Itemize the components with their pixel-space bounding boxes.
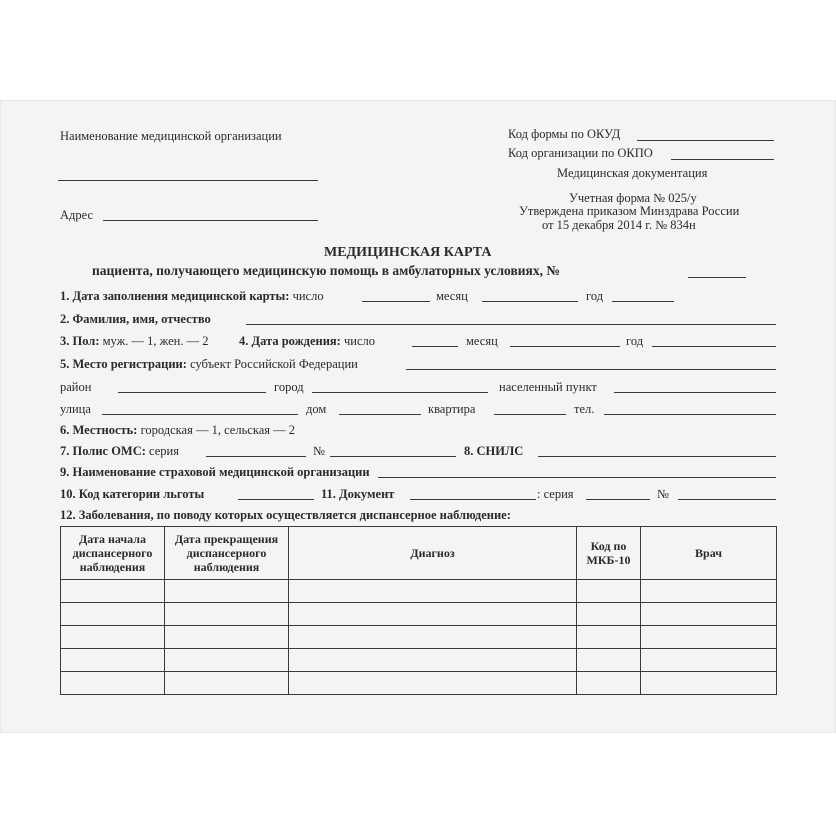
table-cell[interactable] — [165, 580, 289, 603]
field-5-house-label: дом — [306, 402, 327, 416]
field-11-series-label: : серия — [537, 487, 574, 501]
field-5-subject-label: субъект Российской Федерации — [190, 357, 358, 371]
field-1-label: 1. Дата заполнения медицинской карты: — [60, 289, 290, 303]
field-12-label: 12. Заболевания, по поводу которых осуществляется диспансерное наблюдение: — [60, 508, 511, 522]
address-line[interactable] — [103, 220, 318, 221]
field-7-number-line[interactable] — [330, 456, 456, 457]
table-cell[interactable] — [289, 580, 577, 603]
field-1-month-label: месяц — [436, 289, 468, 303]
field-3-label: 3. Пол: — [60, 334, 100, 348]
field-11-number-label: № — [657, 487, 669, 501]
table-row — [61, 649, 777, 672]
table-cell[interactable] — [289, 649, 577, 672]
org-name-label: Наименование медицинской организации — [60, 129, 282, 143]
field-5-phone-line[interactable] — [604, 414, 776, 415]
field-8-label: 8. СНИЛС — [464, 444, 524, 458]
field-5-street-line[interactable] — [102, 414, 298, 415]
field-1-day-line[interactable] — [362, 301, 430, 302]
field-4-month-label: месяц — [466, 334, 498, 348]
table-row — [61, 626, 777, 649]
table-cell[interactable] — [641, 603, 777, 626]
table-cell[interactable] — [61, 649, 165, 672]
col-doctor: Врач — [641, 527, 777, 580]
table-cell[interactable] — [289, 603, 577, 626]
field-7-number-label: № — [313, 444, 325, 458]
table-cell[interactable] — [577, 649, 641, 672]
okud-line[interactable] — [637, 140, 774, 141]
page-title: МЕДИЦИНСКАЯ КАРТА — [324, 245, 492, 260]
field-10-label: 10. Код категории льготы — [60, 487, 205, 501]
col-diagnosis: Диагноз — [289, 527, 577, 580]
field-11-label: 11. Документ — [321, 487, 395, 501]
field-5-city-label: город — [274, 380, 304, 394]
card-number-line[interactable] — [688, 277, 746, 278]
field-4-year-label: год — [626, 334, 644, 348]
form-sheet — [0, 100, 836, 733]
field-5-subject-line[interactable] — [406, 369, 776, 370]
field-11-line[interactable] — [410, 499, 536, 500]
table-cell[interactable] — [577, 672, 641, 695]
page-subtitle: пациента, получающего медицинскую помощь в амбулаторных условиях, № — [92, 263, 560, 278]
table-cell[interactable] — [641, 580, 777, 603]
okpo-line[interactable] — [671, 159, 774, 160]
field-1-day-label: число — [292, 289, 324, 303]
field-3 — [60, 334, 208, 349]
col-start-date: Дата начала диспансерного наблюдения — [61, 527, 165, 580]
field-4-day-label: число — [343, 334, 375, 348]
table-cell[interactable] — [61, 626, 165, 649]
table-row — [61, 603, 777, 626]
field-9-line[interactable] — [378, 477, 776, 478]
table-cell[interactable] — [577, 626, 641, 649]
table-row — [61, 672, 777, 695]
table-row — [61, 580, 777, 603]
field-11-series-line[interactable] — [586, 499, 650, 500]
field-4-day-line[interactable] — [412, 346, 458, 347]
field-1-year-label: год — [586, 289, 604, 303]
table-cell[interactable] — [577, 580, 641, 603]
okpo-label: Код организации по ОКПО — [508, 146, 653, 160]
field-5-phone-label: тел. — [574, 402, 595, 416]
field-5-apartment-label: квартира — [428, 402, 476, 416]
okud-label: Код формы по ОКУД — [508, 127, 621, 141]
field-10-line[interactable] — [238, 499, 314, 500]
field-1 — [60, 289, 324, 304]
field-5-district-label: район — [60, 380, 92, 394]
field-5 — [60, 357, 358, 372]
table-cell[interactable] — [641, 649, 777, 672]
field-1-month-line[interactable] — [482, 301, 578, 302]
table-cell[interactable] — [289, 672, 577, 695]
field-4-label: 4. Дата рождения: — [239, 334, 341, 348]
field-7-series-line[interactable] — [206, 456, 306, 457]
field-8-line[interactable] — [538, 456, 776, 457]
field-5-locality-line[interactable] — [614, 392, 776, 393]
field-5-house-line[interactable] — [339, 414, 421, 415]
field-9-label: 9. Наименование страховой медицинской организации — [60, 465, 370, 479]
doc-type: Медицинская документация — [557, 166, 708, 180]
field-5-apartment-line[interactable] — [494, 414, 566, 415]
table-cell[interactable] — [165, 649, 289, 672]
address-label: Адрес — [60, 208, 94, 222]
table-cell[interactable] — [577, 603, 641, 626]
field-5-label: 5. Место регистрации: — [60, 357, 187, 371]
table-header-row — [61, 527, 777, 580]
field-11-number-line[interactable] — [678, 499, 776, 500]
table-cell[interactable] — [61, 603, 165, 626]
table-cell[interactable] — [61, 672, 165, 695]
field-7-series-label: серия — [149, 444, 179, 458]
field-5-district-line[interactable] — [118, 392, 266, 393]
form-number: Учетная форма № 025/у — [569, 191, 697, 205]
table-cell[interactable] — [165, 603, 289, 626]
dispensary-table — [60, 526, 777, 695]
approval-line2: от 15 декабря 2014 г. № 834н — [542, 218, 696, 232]
field-2-line[interactable] — [246, 324, 776, 325]
field-4 — [239, 334, 375, 349]
field-5-city-line[interactable] — [312, 392, 488, 393]
field-5-locality-label: населенный пункт — [499, 380, 597, 394]
field-4-month-line[interactable] — [510, 346, 620, 347]
field-6 — [60, 423, 295, 438]
col-icd-code: Код по МКБ-10 — [577, 527, 641, 580]
field-7-label: 7. Полис ОМС: — [60, 444, 146, 458]
table-cell[interactable] — [641, 626, 777, 649]
table-cell[interactable] — [165, 626, 289, 649]
field-1-year-line[interactable] — [612, 301, 674, 302]
table-cell[interactable] — [641, 672, 777, 695]
field-7 — [60, 444, 179, 459]
org-name-line[interactable] — [58, 180, 318, 181]
field-4-year-line[interactable] — [652, 346, 776, 347]
table-cell[interactable] — [289, 626, 577, 649]
col-end-date: Дата прекращения диспансерного наблюдения — [165, 527, 289, 580]
field-2-label: 2. Фамилия, имя, отчество — [60, 312, 211, 326]
approval-line1: Утверждена приказом Минздрава России — [519, 204, 740, 218]
field-6-options: городская — 1, сельская — 2 — [140, 423, 296, 437]
field-6-label: 6. Местность: — [60, 423, 138, 437]
table-cell[interactable] — [61, 580, 165, 603]
field-3-options: муж. — 1, жен. — 2 — [102, 334, 209, 348]
table-cell[interactable] — [165, 672, 289, 695]
field-5-street-label: улица — [60, 402, 91, 416]
